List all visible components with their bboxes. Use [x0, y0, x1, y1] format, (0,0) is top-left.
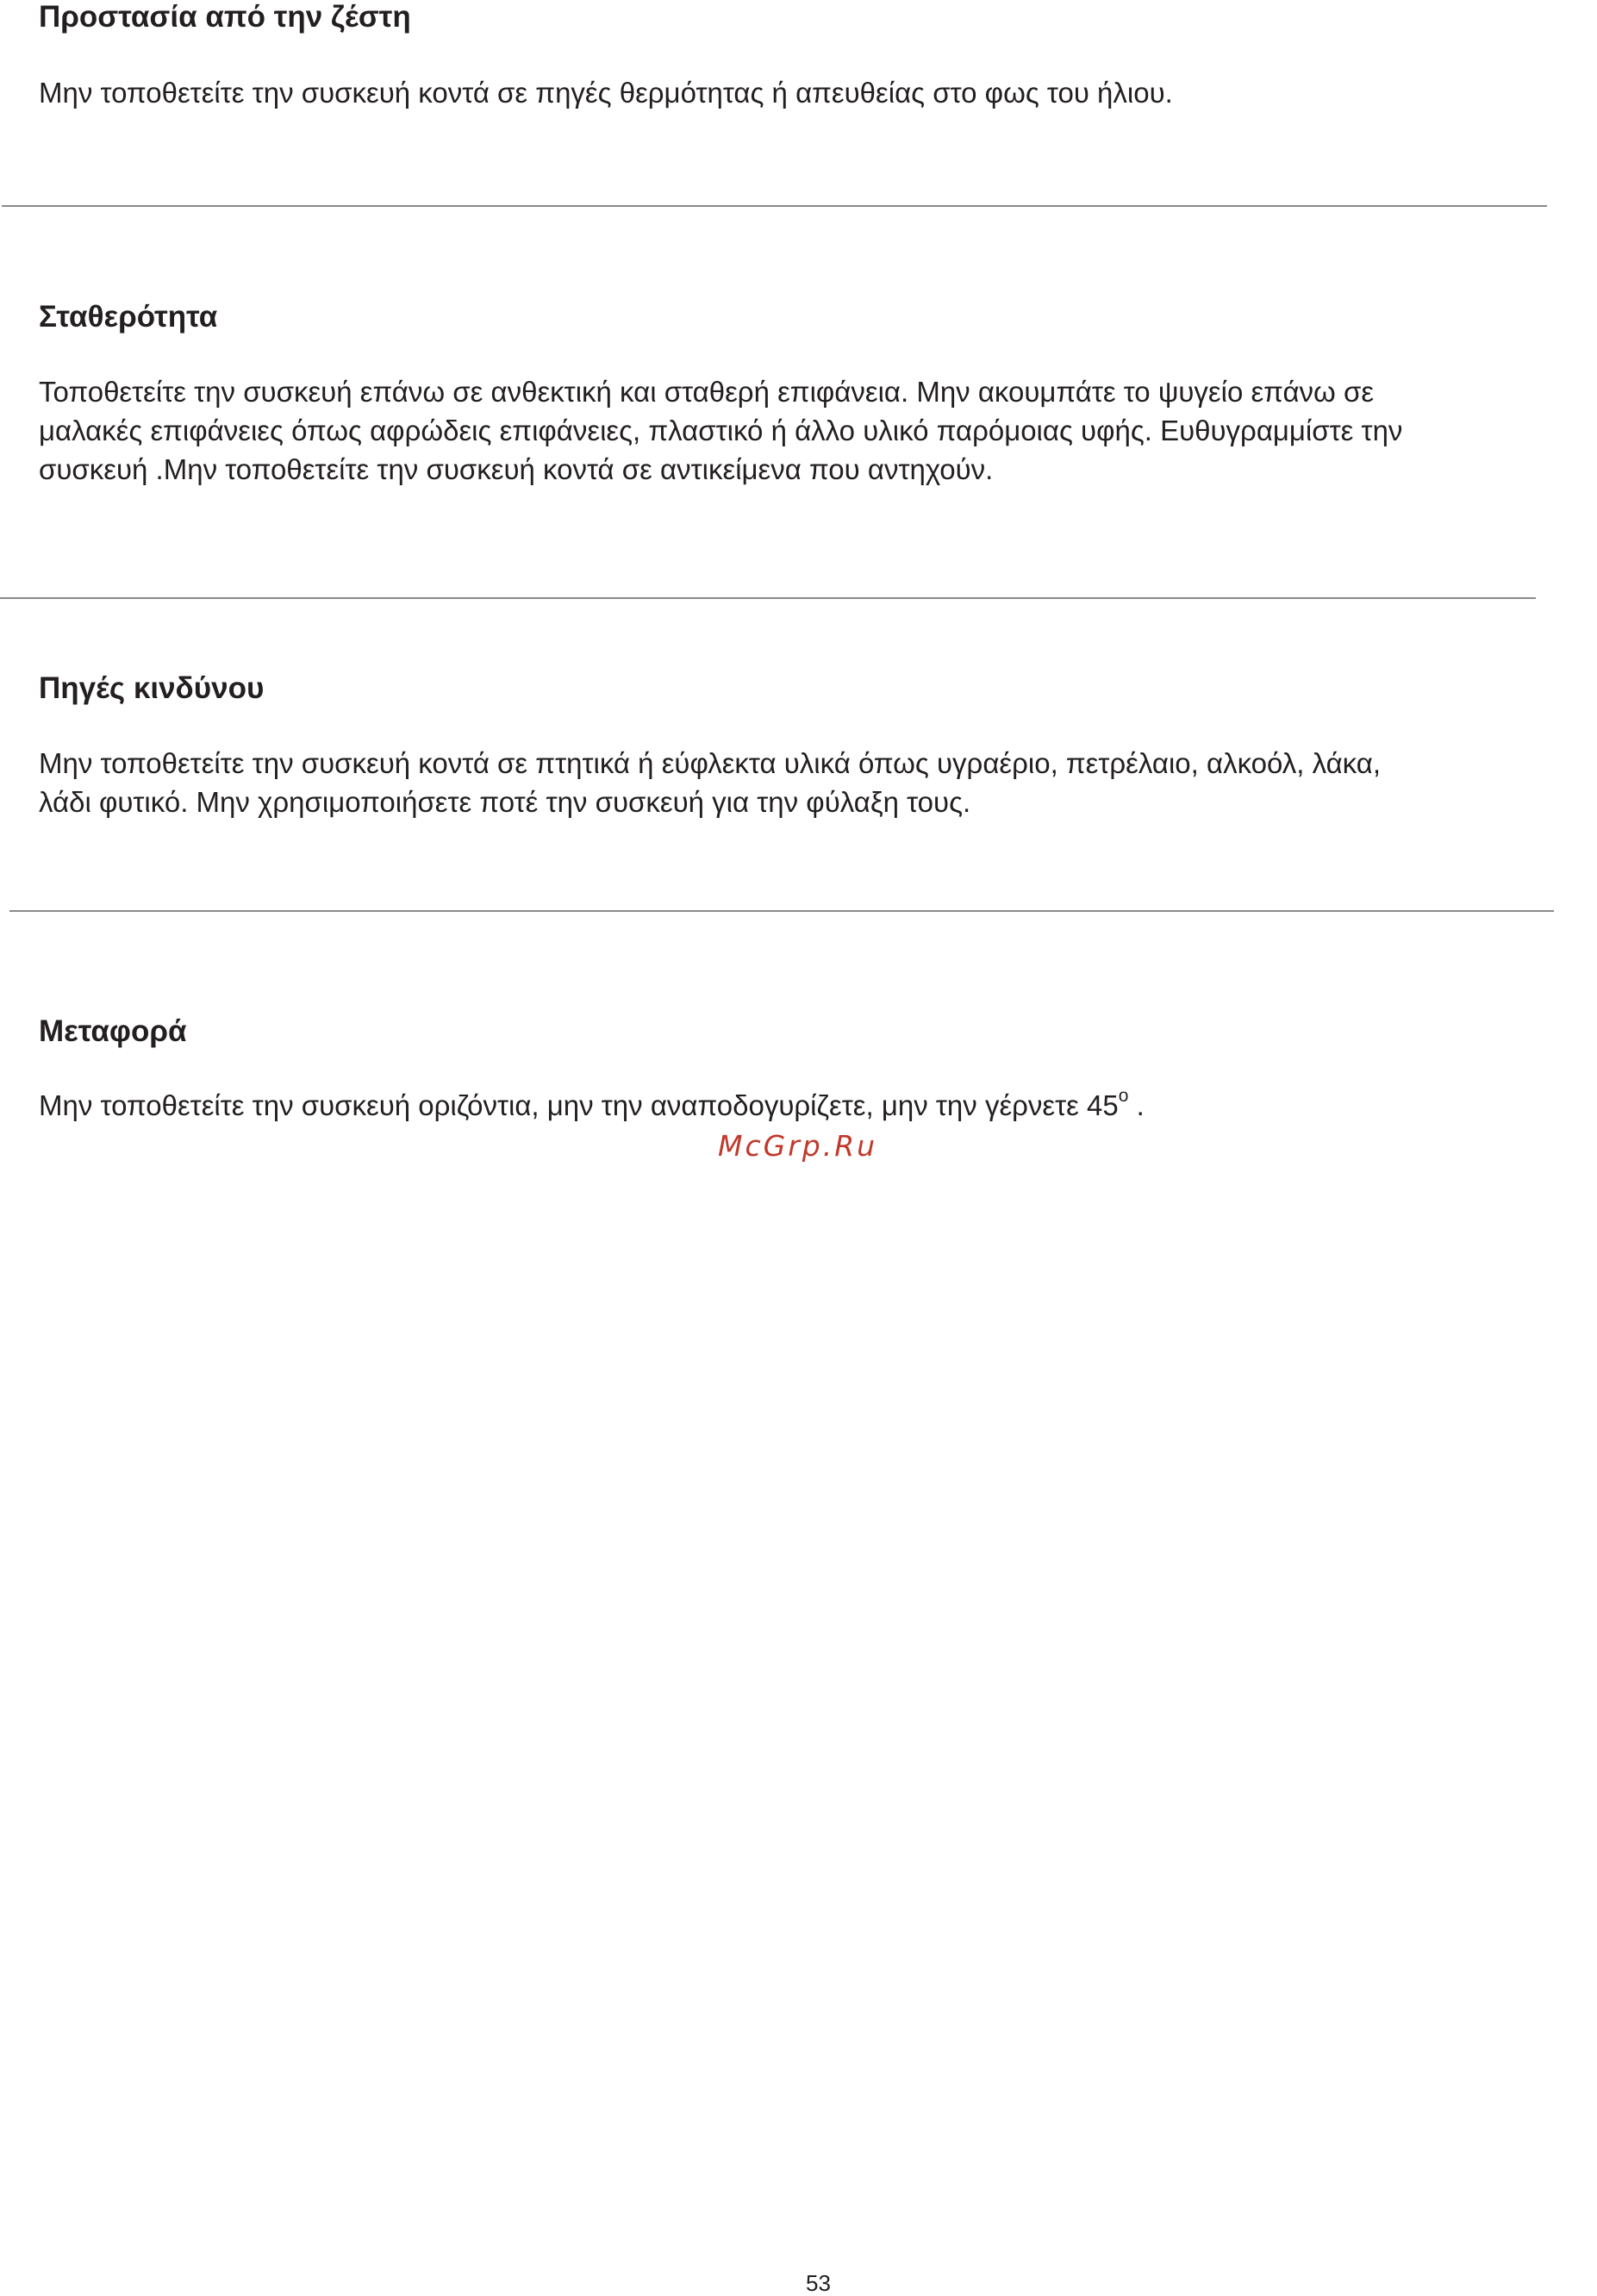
- section-divider: [2, 205, 1547, 207]
- page-number: 53: [806, 2270, 831, 2296]
- text-line: Τοποθετείτε την συσκευή επάνω σε ανθεκτική και σταθερή επιφάνεια. Μην ακουμπάτε το ψυγείο επάνω σε: [39, 376, 1375, 408]
- degree-superscript: o: [1118, 1086, 1129, 1106]
- text-line: συσκευή .Μην τοποθετείτε την συσκευή κοντά σε αντικείμενα που αντηχούν.: [39, 453, 994, 485]
- section-heading-heat-protection: Προστασία από την ζέστη: [39, 0, 411, 34]
- text-line: λάδι φυτικό. Μην χρησιμοποιήσετε ποτέ την συσκευή για την φύλαξη τους.: [39, 786, 971, 818]
- text-line: Μην τοποθετείτε την συσκευή κοντά σε πτητικά ή εύφλεκτα υλικά όπως υγραέριο, πετρέλαιο, αλκοόλ, λάκα,: [39, 747, 1382, 779]
- text-line: Μην τοποθετείτε την συσκευή κοντά σε πηγές θερμότητας ή απευθείας στο φως του ήλιου.: [39, 77, 1173, 109]
- section-text-danger-sources: [39, 744, 1381, 821]
- text-line: [39, 1086, 1145, 1125]
- section-divider: [0, 597, 1536, 599]
- section-text-transport: [39, 1086, 1145, 1125]
- section-heading-transport: Μεταφορά: [39, 1014, 187, 1048]
- section-text-stability: [39, 372, 1402, 489]
- section-divider: [9, 910, 1554, 912]
- watermark: McGrp.Ru: [718, 1129, 878, 1163]
- section-heading-stability: Σταθερότητα: [39, 300, 218, 334]
- text-line-main: Μην τοποθετείτε την συσκευή οριζόντια, μην την αναποδογυρίζετε, μην την γέρνετε 45: [39, 1089, 1119, 1121]
- text-line: μαλακές επιφάνειες όπως αφρώδεις επιφάνειες, πλαστικό ή άλλο υλικό παρόμοιας υφής. Ευθυγραμμίστε την: [39, 415, 1403, 446]
- text-line-end: .: [1128, 1089, 1145, 1121]
- section-text-heat-protection: [39, 73, 1173, 112]
- section-heading-danger-sources: Πηγές κινδύνου: [39, 671, 265, 705]
